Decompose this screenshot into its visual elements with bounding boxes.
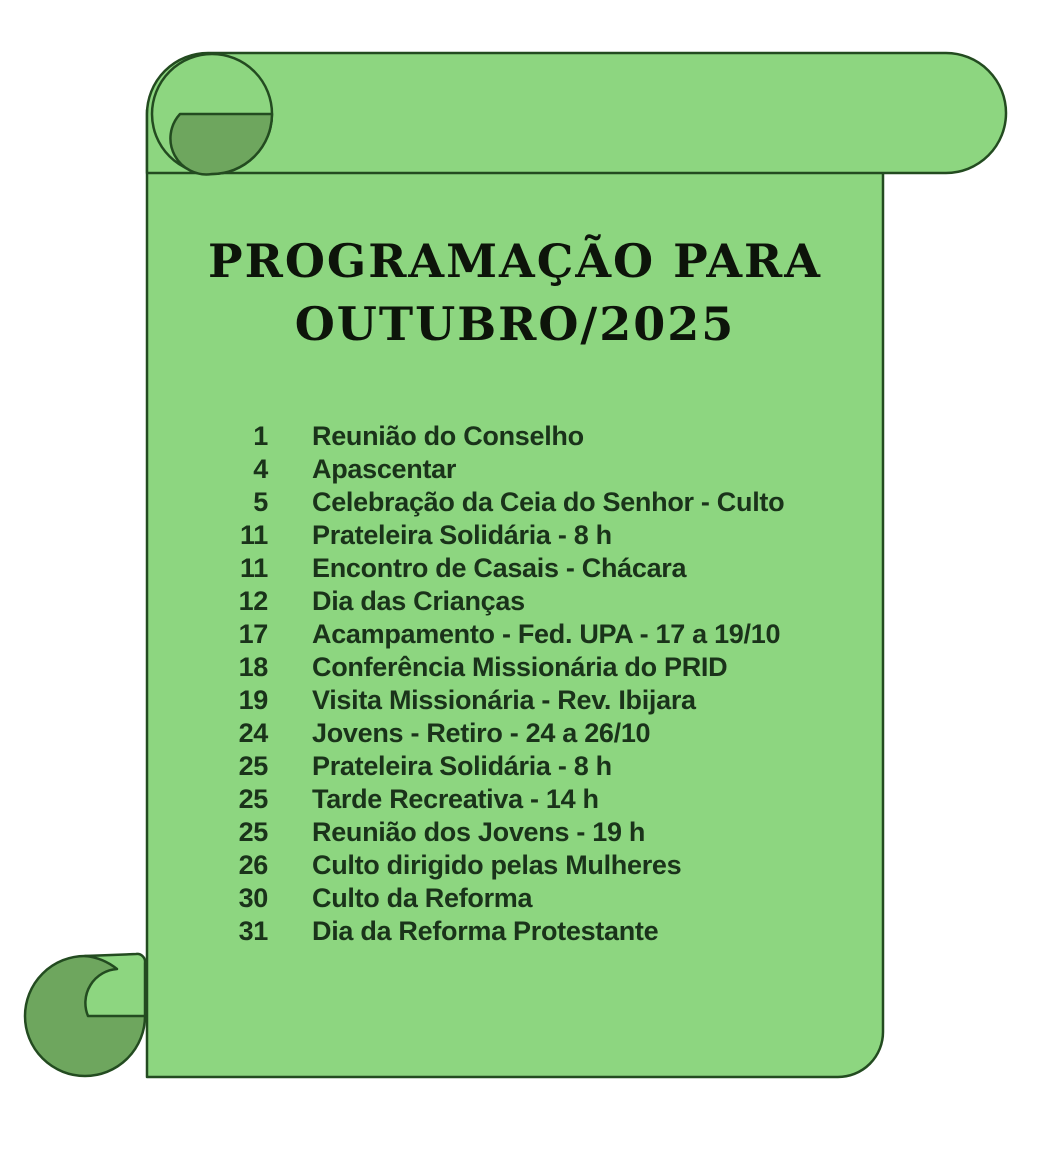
- event-day: 31: [238, 916, 268, 946]
- event-label: Tarde Recreativa - 14 h: [312, 784, 599, 814]
- title-line-2: OUTUBRO/2025: [294, 297, 736, 351]
- list-item: [147, 651, 883, 684]
- event-day: 12: [238, 586, 268, 616]
- event-label: Jovens - Retiro - 24 a 26/10: [312, 718, 651, 748]
- event-list: [147, 420, 883, 948]
- event-label: Prateleira Solidária - 8 h: [312, 751, 612, 781]
- event-label: Reunião do Conselho: [312, 421, 584, 451]
- event-label: Acampamento - Fed. UPA - 17 a 19/10: [312, 619, 781, 649]
- list-item: [147, 816, 883, 849]
- list-item: [147, 750, 883, 783]
- list-item: [147, 519, 883, 552]
- event-label: Dia da Reforma Protestante: [312, 916, 659, 946]
- list-item: [147, 618, 883, 651]
- event-day: 30: [238, 883, 268, 913]
- list-item: [147, 585, 883, 618]
- event-day: 26: [238, 850, 268, 880]
- list-item: [147, 552, 883, 585]
- event-day: 18: [238, 652, 268, 682]
- event-label: Dia das Crianças: [312, 586, 525, 616]
- event-day: 25: [238, 817, 268, 847]
- event-day: 4: [253, 454, 268, 484]
- event-label: Apascentar: [312, 454, 457, 484]
- list-item: [147, 717, 883, 750]
- list-item: [147, 915, 883, 948]
- event-day: 1: [253, 421, 268, 451]
- event-day: 24: [238, 718, 268, 748]
- event-day: 5: [253, 487, 268, 517]
- list-item: [147, 783, 883, 816]
- list-item: [147, 486, 883, 519]
- event-day: 11: [240, 553, 268, 583]
- event-label: Culto da Reforma: [312, 883, 533, 913]
- event-day: 19: [238, 685, 268, 715]
- event-label: Visita Missionária - Rev. Ibijara: [312, 685, 696, 715]
- event-label: Reunião dos Jovens - 19 h: [312, 817, 646, 847]
- event-day: 17: [238, 619, 268, 649]
- list-item: [147, 882, 883, 915]
- list-item: [147, 849, 883, 882]
- page-title: [147, 230, 883, 356]
- list-item: [147, 420, 883, 453]
- event-label: Conferência Missionária do PRID: [312, 652, 728, 682]
- scroll-top-roll: [147, 53, 1006, 173]
- event-label: Celebração da Ceia do Senhor - Culto: [312, 487, 785, 517]
- event-label: Culto dirigido pelas Mulheres: [312, 850, 682, 880]
- list-item: [147, 684, 883, 717]
- title-line-1: PROGRAMAÇÃO PARA: [208, 234, 822, 288]
- list-item: [147, 453, 883, 486]
- event-day: 25: [238, 784, 268, 814]
- event-day: 25: [238, 751, 268, 781]
- event-label: Prateleira Solidária - 8 h: [312, 520, 612, 550]
- event-label: Encontro de Casais - Chácara: [312, 553, 687, 583]
- event-day: 11: [240, 520, 268, 550]
